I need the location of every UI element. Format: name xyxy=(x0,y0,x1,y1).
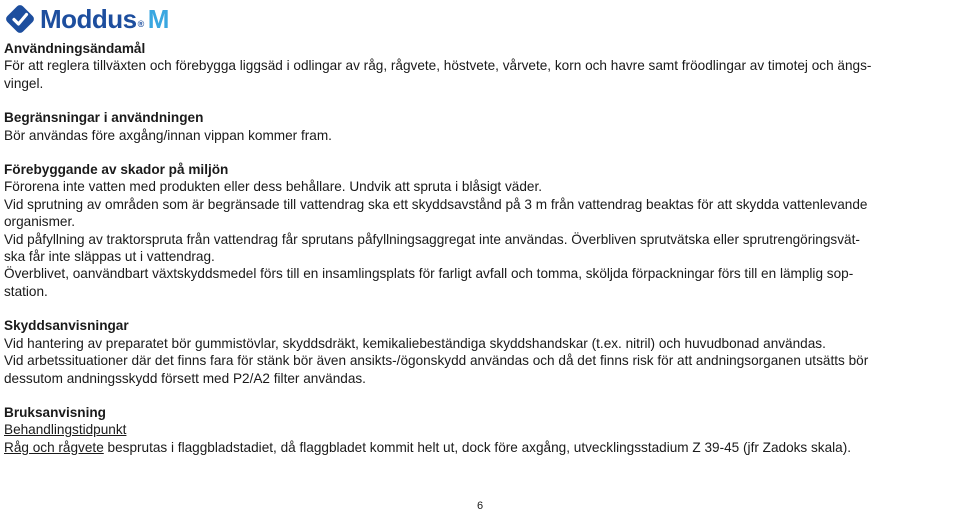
heading-restrictions: Begränsningar i användningen xyxy=(4,110,204,126)
logo-brand: Moddus xyxy=(40,4,137,34)
environment-line-6: Överblivet, oanvändbart växtskyddsmedel förs till en insamlingsplats för farligt avfall och tomma, sköljda förpackningar förs till en lämplig sop- xyxy=(4,266,854,282)
section-protection xyxy=(4,317,954,387)
restrictions-line-1: Bör användas före axgång/innan vippan kommer fram. xyxy=(4,127,332,143)
environment-line-4: Vid påfyllning av traktorspruta från vattendrag får sprutans påfyllningsaggregat inte användas. Överbliven sprutvätska eller sprutrengöringsvät- xyxy=(4,231,860,247)
heading-environment: Förebyggande av skador på miljön xyxy=(4,162,229,178)
protection-line-3: dessutom andningsskydd försett med P2/A2 filter användas. xyxy=(4,370,366,386)
crop-treatment-text: besprutas i flaggbladstadiet, då flaggbladet kommit helt ut, dock före axgång, utvecklingsstadium Z 39-45 (jfr Zadoks skala). xyxy=(103,439,852,455)
environment-line-5: ska får inte släppas ut i vattendrag. xyxy=(4,249,215,265)
heading-instructions: Bruksanvisning xyxy=(4,404,106,420)
subheading-treatment-time: Behandlingstidpunkt xyxy=(4,422,127,438)
heading-protection: Skyddsanvisningar xyxy=(4,318,129,334)
logo-suffix: M xyxy=(147,4,169,34)
protection-line-2: Vid arbetssituationer där det finns fara för stänk bör även ansikts-/ögonskydd användas och då det finns risk för att andningsorganen utsätts bör xyxy=(4,353,869,369)
logo-registered-mark: ® xyxy=(137,19,144,29)
environment-line-1: Förorena inte vatten med produkten eller dess behållare. Undvik att spruta i blåsigt väder. xyxy=(4,179,543,195)
environment-line-7: station. xyxy=(4,283,48,299)
section-usage xyxy=(4,40,954,92)
heading-usage: Användningsändamål xyxy=(4,41,146,56)
section-environment xyxy=(4,161,954,300)
diamond-check-logo-icon xyxy=(4,3,36,35)
usage-line-1: För att reglera tillväxten och förebygga liggsäd i odlingar av råg, rågvete, höstvete, vårvete, korn och havre samt fröodlingar av timotej och ängs- xyxy=(4,58,872,74)
section-instructions xyxy=(4,404,954,456)
environment-line-3: organismer. xyxy=(4,214,76,230)
crop-name: Råg och rågvete xyxy=(4,439,104,455)
document-body xyxy=(4,40,954,473)
instructions-line-1 xyxy=(4,439,954,456)
protection-line-1: Vid hantering av preparatet bör gummistövlar, skyddsdräkt, kemikaliebeständiga skyddshandskar (t.ex. nitril) och huvudbonad användas. xyxy=(4,335,826,351)
usage-line-2: vingel. xyxy=(4,75,44,91)
section-restrictions xyxy=(4,109,954,144)
logo-wordmark xyxy=(40,3,169,35)
page-number: 6 xyxy=(476,500,484,512)
moddus-logo xyxy=(4,2,169,36)
environment-line-2: Vid sprutning av områden som är begränsade till vattendrag ska ett skyddsavstånd på 3 m från vattendrag beaktas för att skydda vattenlevande xyxy=(4,196,868,212)
